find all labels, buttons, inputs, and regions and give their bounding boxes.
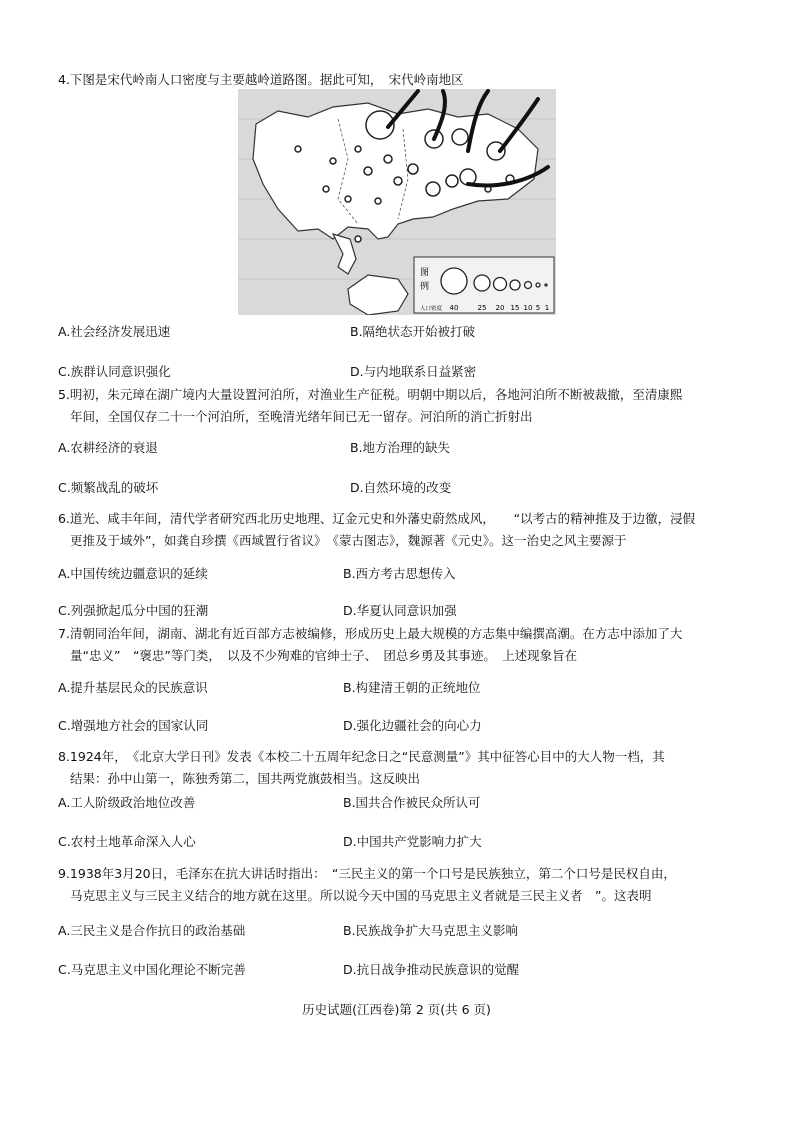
q5-option-b: B.地方治理的缺失 [350, 440, 451, 455]
q5-option-d: D.自然环境的改变 [350, 480, 452, 495]
page-footer: 历史试题(江西卷)第 2 页(共 6 页) [302, 1002, 491, 1017]
q8-option-b: B.国共合作被民众所认可 [343, 795, 481, 810]
q7-stem-line2: 量“忠义” “褒忠”等门类， 以及不少殉难的官绅士子、 团总乡勇及其事迹。 上述现象旨在 [70, 648, 578, 663]
q5-option-c: C.频繁战乱的破坏 [58, 480, 159, 495]
legend-value-5: 5 [535, 304, 541, 312]
q6-option-b: B.西方考古思想传入 [343, 566, 456, 581]
legend-unit: 人口密度 [420, 306, 443, 312]
legend-value-10: 10 [523, 304, 533, 312]
legend-value-25: 25 [477, 304, 487, 312]
q4-option-a: A.社会经济发展迅速 [58, 324, 171, 339]
q8-option-d: D.中国共产党影响力扩大 [343, 834, 482, 849]
q5-stem-line2: 年间，全国仅存二十一个河泊所，至晚清光绪年间已无一留存。河泊所的消亡折射出 [70, 409, 533, 424]
q7-option-d: D.强化边疆社会的向心力 [343, 718, 482, 733]
legend-value-15: 15 [510, 304, 520, 312]
q4-option-c: C.族群认同意识强化 [58, 364, 171, 379]
q5-option-a: A.农耕经济的衰退 [58, 440, 158, 455]
q4-option-b: B.隔绝状态开始被打破 [350, 324, 476, 339]
q6-option-c: C.列强掀起瓜分中国的狂潮 [58, 603, 209, 618]
song-lingnan-map [238, 89, 556, 315]
q7-stem-line1: 7.清朝同治年间，湖南、湖北有近百部方志被编修，形成历史上最大规模的方志集中编撰高潮。在方志中添加了大 [58, 626, 683, 641]
q4-option-d: D.与内地联系日益紧密 [350, 364, 477, 379]
q6-option-d: D.华夏认同意识加强 [343, 603, 457, 618]
q6-option-a: A.中国传统边疆意识的延续 [58, 566, 208, 581]
q8-option-c: C.农村土地革命深入人心 [58, 834, 196, 849]
q8-option-a: A.工人阶级政治地位改善 [58, 795, 196, 810]
legend-title-2: 例 [420, 282, 430, 292]
q9-stem-line1: 9.1938年3月20日，毛泽东在抗大讲话时指出： “三民主义的第一个口号是民族独立，第二个口号是民权自由， [58, 866, 676, 881]
q9-option-b: B.民族战争扩大马克思主义影响 [343, 923, 519, 938]
legend-value-1: 1 [544, 304, 550, 312]
q6-stem-line1: 6.道光、咸丰年间，清代学者研究西北历史地理、辽金元史和外藩史蔚然成风， “以考古的精神推及于边徼，浸假 [58, 511, 696, 526]
q8-stem-line1: 8.1924年， 《北京大学日刊》发表《本校二十五周年纪念日之“民意测量”》其中征答心目中的大人物一档，其 [58, 749, 665, 764]
legend-title-1: 图 [420, 268, 430, 278]
q7-option-a: A.提升基层民众的民族意识 [58, 680, 208, 695]
q8-stem-line2: 结果：孙中山第一，陈独秀第二，国共两党旗鼓相当。这反映出 [70, 771, 421, 786]
legend-value-20: 20 [495, 304, 505, 312]
legend-value-40: 40 [449, 304, 459, 312]
q6-stem-line2: 更推及于域外”，如龚自珍撰《西域置行省议》 《蒙古图志》，魏源著《元史》。这一治史之风主要源于 [70, 533, 627, 548]
q7-option-c: C.增强地方社会的国家认同 [58, 718, 209, 733]
q4-stem: 4.下图是宋代岭南人口密度与主要越岭道路图。据此可知， 宋代岭南地区 [58, 72, 464, 87]
q9-option-a: A.三民主义是合作抗日的政治基础 [58, 923, 246, 938]
q7-option-b: B.构建清王朝的正统地位 [343, 680, 481, 695]
q9-option-d: D.抗日战争推动民族意识的觉醒 [343, 962, 520, 977]
q9-stem-line2: 马克思主义与三民主义结合的地方就在这里。所以说今天中国的马克思主义者就是三民主义者 ”。这表明 [70, 888, 652, 903]
q9-option-c: C.马克思主义中国化理论不断完善 [58, 962, 246, 977]
q5-stem-line1: 5.明初，朱元璋在湖广境内大量设置河泊所，对渔业生产征税。明朝中期以后，各地河泊所不断被裁撤，至清康熙 [58, 387, 683, 402]
